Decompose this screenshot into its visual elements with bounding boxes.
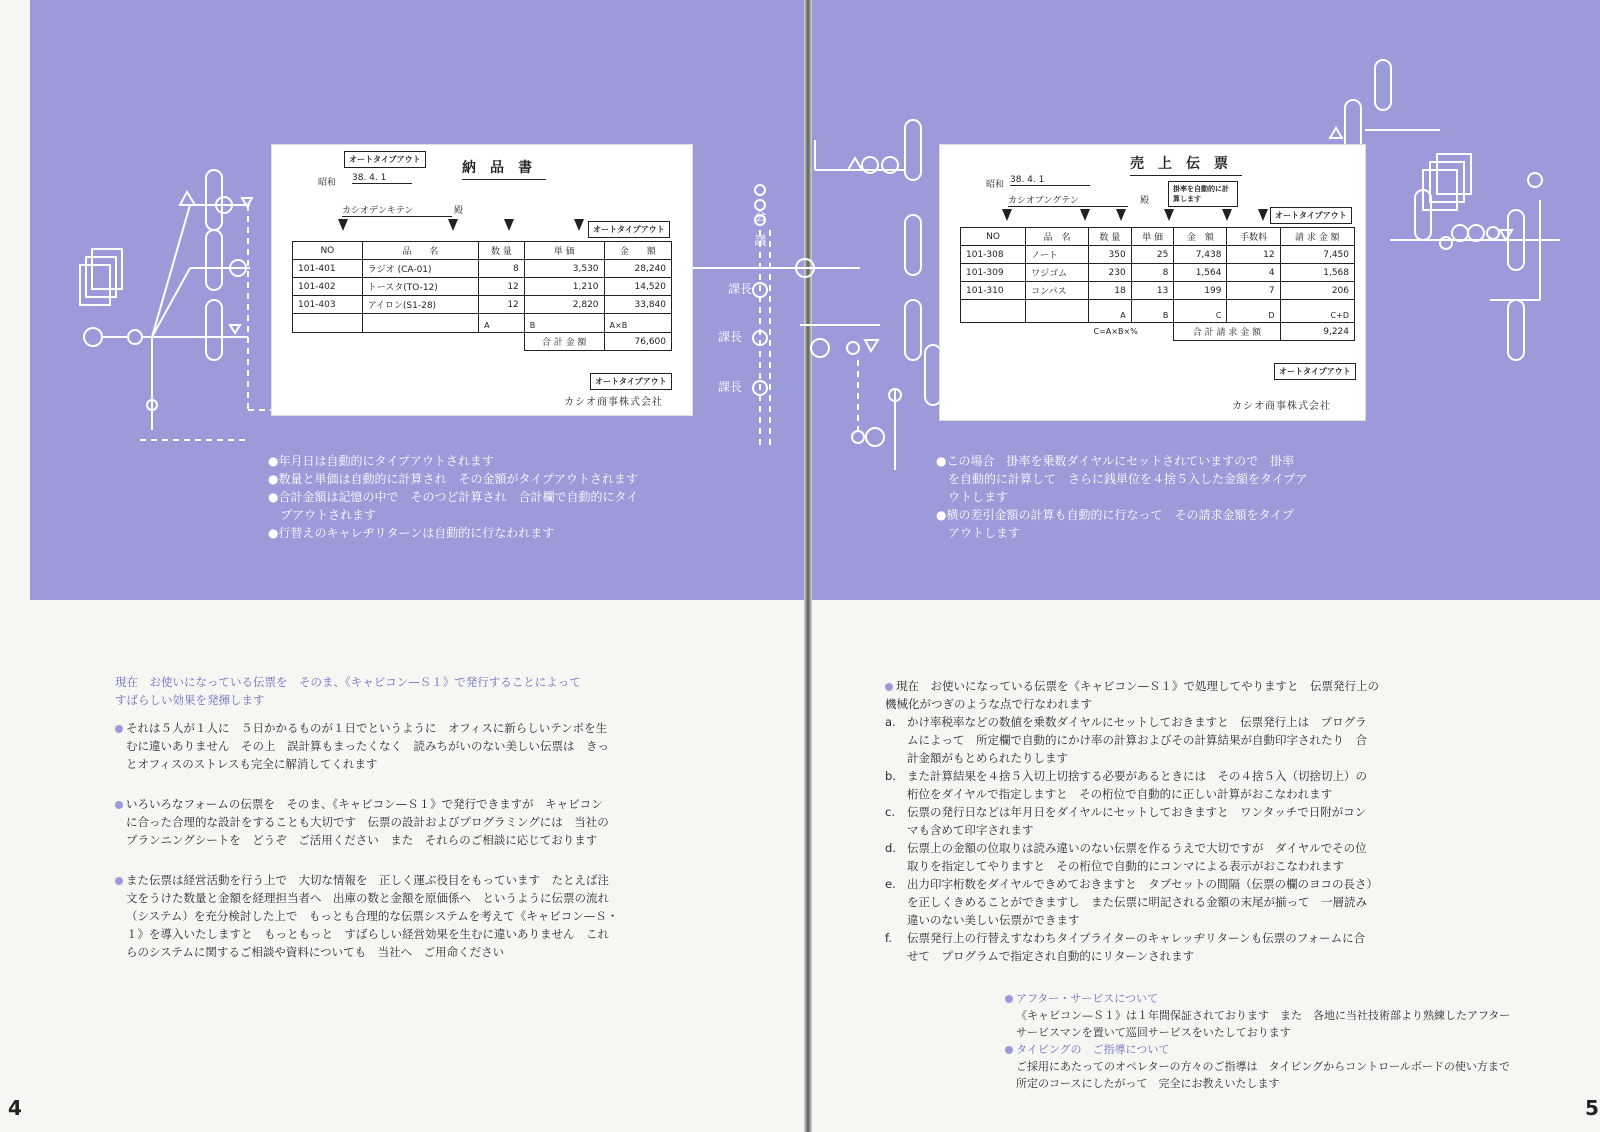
customer-suffix: 殿 xyxy=(454,206,464,216)
col-header: 数 量 xyxy=(479,242,525,260)
company-name: カシオ商事株式会社 xyxy=(1232,401,1331,412)
cell: 28,240 xyxy=(604,260,671,278)
item-line: せて プログラムで指定され自動的にリターンされます xyxy=(907,949,1195,963)
note-line: ウトします xyxy=(936,490,1009,504)
para-line: １》を導入いたしますと もっともっと すばらしい経営効果を生むに違いありません これ xyxy=(126,927,609,941)
delivery-slip-title: 納品書 xyxy=(462,157,546,180)
autotype-tag: オートタイプアウト xyxy=(344,151,426,168)
col-letter: D xyxy=(1227,300,1280,323)
cell: 18 xyxy=(1089,282,1132,300)
customer-name: カシオデンキテン xyxy=(342,203,452,217)
service-section xyxy=(1005,990,1575,1092)
date-prefix: 昭和 xyxy=(318,178,337,188)
tab-marker-icon xyxy=(448,219,458,231)
para-line: に合った合理的な設計をすることも大切です 伝票の設計およびプログラミングには 当社の xyxy=(126,815,609,829)
left-feature-notes xyxy=(268,452,638,542)
item-line: 違いのない美しい伝票ができます xyxy=(907,913,1080,927)
cell: コンパス xyxy=(1026,282,1089,300)
note-line: プアウトされます xyxy=(268,508,377,522)
para-line: また伝票は経営活動を行う上で 大切な情報を 正しく運ぶ役目をもっています たとえば注 xyxy=(126,873,609,887)
col-letter: A xyxy=(1089,300,1132,323)
delivery-table xyxy=(292,241,672,351)
pf-node-icon xyxy=(84,328,102,346)
tab-marker-icon xyxy=(1116,209,1126,221)
bullet-icon xyxy=(1005,995,1013,1003)
note-line: ●行替えのキャレヂリターンは自動的に行なわれます xyxy=(268,526,555,540)
tab-marker-icon xyxy=(338,219,348,231)
cell: ラジオ (CA-01) xyxy=(362,260,478,278)
tab-marker-icon xyxy=(574,219,584,231)
item-line: 取りを指定してやりますと その桁位で自動的にコンマによる表示がおこなわれます xyxy=(907,859,1344,873)
col-header: 請 求 金 額 xyxy=(1280,228,1354,246)
meeting-label: 会 議 xyxy=(753,210,767,250)
cell: 4 xyxy=(1227,264,1280,282)
cell: ノート xyxy=(1026,246,1089,264)
item-letter: f. xyxy=(885,931,892,945)
cell: 13 xyxy=(1131,282,1174,300)
tab-marker-icon xyxy=(1080,209,1090,221)
item-letter: b. xyxy=(885,769,896,783)
left-body-text xyxy=(115,673,695,961)
note-line: ●年月日は自動的にタイプアウトされます xyxy=(268,454,494,468)
total-label: 合 計 請 求 金 額 xyxy=(1174,323,1280,341)
page-number-left: 4 xyxy=(8,1096,22,1120)
cell: 12 xyxy=(479,278,525,296)
autotype-tag: オートタイプアウト xyxy=(1270,207,1352,224)
cell: 350 xyxy=(1089,246,1132,264)
autotype-tag-2: オートタイプアウト xyxy=(588,221,670,238)
col-letter: B xyxy=(1131,300,1174,323)
cell: 199 xyxy=(1174,282,1227,300)
date-prefix: 昭和 xyxy=(986,180,1005,190)
para-line: それは５人が１人に ５日かかるものが１日でというように オフィスに新らしいテンポを生 xyxy=(126,721,608,735)
cell: 101-401 xyxy=(293,260,363,278)
tab-marker-icon xyxy=(1002,209,1012,221)
cell: 101-402 xyxy=(293,278,363,296)
typing-guidance-line: ご採用にあたってのオペレターの方々のご指導は タイピングからコントロールボードの使い方まで xyxy=(1016,1060,1510,1073)
cell: 14,520 xyxy=(604,278,671,296)
cell: 101-309 xyxy=(961,264,1026,282)
cell: トースタ(TO-12) xyxy=(362,278,478,296)
section-chief-label-3: 課長 xyxy=(718,380,743,394)
item-line: 伝票発行上の行替えすなわちタイプライターのキャレッヂリターンも伝票のフォームに合 xyxy=(907,931,1366,945)
cell: 101-308 xyxy=(961,246,1026,264)
cell: 1,568 xyxy=(1280,264,1354,282)
cell: 1,210 xyxy=(524,278,604,296)
lead-line: すばらしい効果を発揮します xyxy=(115,693,265,707)
note-line: アウトします xyxy=(936,526,1021,540)
table-row xyxy=(293,296,672,314)
tab-marker-icon xyxy=(1222,209,1232,221)
bullet-icon xyxy=(885,683,893,691)
sales-slip-title: 売上伝票 xyxy=(1130,153,1242,176)
typing-guidance-title: タイピングの ご指導について xyxy=(1016,1043,1170,1056)
cell: 7 xyxy=(1227,282,1280,300)
col-header: 単 価 xyxy=(1131,228,1174,246)
item-line: また計算結果を４捨５入切上切捨する必要があるときには その４捨５入（切捨切上）の xyxy=(907,769,1367,783)
total-label: 合 計 金 額 xyxy=(524,333,604,351)
cell: 101-403 xyxy=(293,296,363,314)
right-body-text xyxy=(885,677,1485,965)
total-amount: 9,224 xyxy=(1280,323,1354,341)
after-service-line: サービスマンを置いて巡回サービスをいたしております xyxy=(1016,1026,1291,1039)
item-line: 伝票の発行日などは年月日をダイヤルにセットしておきますと ワンタッチで日附がコン xyxy=(907,805,1367,819)
table-row xyxy=(961,264,1355,282)
item-line: かけ率税率などの数値を乗数ダイヤルにセットしておきますと 伝票発行上は プログラ xyxy=(907,715,1367,729)
cell: 101-310 xyxy=(961,282,1026,300)
para-line: らのシステムに関するご相談や資料についても 当社へ ご用命ください xyxy=(126,945,505,959)
cell: 12 xyxy=(479,296,525,314)
item-line: マも含めて印字されます xyxy=(907,823,1034,837)
item-line: を正しくきめることができますし また伝票に明記される金額の末尾が揃って 一層読み xyxy=(907,895,1367,909)
company-name: カシオ商事株式会社 xyxy=(564,397,663,408)
col-header: 金 額 xyxy=(1174,228,1227,246)
cell: 1,564 xyxy=(1174,264,1227,282)
bullet-icon xyxy=(115,877,123,885)
cell: 3,530 xyxy=(524,260,604,278)
item-line: 出力印字桁数をダイヤルできめておきますと タブセットの間隔（伝票の欄のヨコの長さ） xyxy=(907,877,1379,891)
autotype-tag-2: オートタイプアウト xyxy=(1274,363,1356,380)
col-letter: A×B xyxy=(604,314,671,333)
slip-date: 38. 4. 1 xyxy=(1010,175,1090,186)
note-line: ●横の差引金額の計算も自動的に行なって その請求金額をタイプ xyxy=(936,508,1294,522)
para-line: プランニングシートを どうぞ ご活用ください また それらのご相談に応じております xyxy=(126,833,598,847)
note-line: ●この場合 掛率を乗数ダイヤルにセットされていますので 掛率 xyxy=(936,454,1295,468)
item-letter: a. xyxy=(885,715,896,729)
col-header: NO xyxy=(961,228,1026,246)
lead-line: 現在 お使いになっている伝票を そのま、《キャビコン—Ｓ１》で発行することによって xyxy=(115,675,581,689)
typing-guidance-line: 所定のコースにしたがって 完全にお教えいたします xyxy=(1016,1077,1280,1090)
cell: 8 xyxy=(479,260,525,278)
col-header: NO xyxy=(293,242,363,260)
slip-date: 38. 4. 1 xyxy=(352,173,412,184)
bullet-icon xyxy=(115,801,123,809)
cell: 7,450 xyxy=(1280,246,1354,264)
lead-line: 機械化がつぎのような点で行なわれます xyxy=(885,697,1092,711)
sales-table xyxy=(960,227,1355,341)
cell: 230 xyxy=(1089,264,1132,282)
para-line: とオフィスのストレスも完全に解消してくれます xyxy=(126,757,378,771)
bullet-icon xyxy=(115,725,123,733)
item-letter: e. xyxy=(885,877,896,891)
tab-marker-icon xyxy=(504,219,514,231)
note-line: ●数量と単価は自動的に計算され その金額がタイプアウトされます xyxy=(268,472,638,486)
col-letter: B xyxy=(524,314,604,333)
sales-slip-form xyxy=(940,145,1365,420)
tab-marker-icon xyxy=(1258,209,1268,221)
auto-calc-tag: 掛率を自動的に計算します xyxy=(1168,181,1238,207)
cell: アイロン(S1-28) xyxy=(362,296,478,314)
item-letter: d. xyxy=(885,841,896,855)
delivery-slip-form xyxy=(272,145,692,415)
col-letter: C+D xyxy=(1280,300,1354,323)
total-amount: 76,600 xyxy=(604,333,671,351)
page-number-right: 5 xyxy=(1585,1096,1599,1120)
item-line: 桁位をダイヤルで指定しますと その桁位で自動的に正しい計算がおこなわれます xyxy=(907,787,1333,801)
col-header: 品 名 xyxy=(1026,228,1089,246)
para-line: むに違いありません その上 誤計算もまったくなく 読みちがいのない美しい伝票は きっ xyxy=(126,739,609,753)
cell: 2,820 xyxy=(524,296,604,314)
item-line: 計金額がもとめられたりします xyxy=(907,751,1068,765)
cell: 8 xyxy=(1131,264,1174,282)
cell: 25 xyxy=(1131,246,1174,264)
table-row xyxy=(293,278,672,296)
after-service-line: 《キャビコン—Ｓ１》は１年間保証されております また 各地に当社技術部より熟練したアフター xyxy=(1016,1009,1511,1022)
para-line: いろいろなフォームの伝票を そのま、《キャビコン—Ｓ１》で発行できますが キャビコン xyxy=(126,797,603,811)
after-service-title: アフター・サービスについて xyxy=(1016,992,1159,1005)
para-line: （システム）を充分検討した上で もっとも合理的な伝票システムを考えて《キャビコン—Ｓ・ xyxy=(126,909,619,923)
table-row xyxy=(961,246,1355,264)
lead-line: 現在 お使いになっている伝票を《キャビコン—Ｓ１》で処理してやりますと 伝票発行上の xyxy=(896,679,1379,693)
document-stack-icon xyxy=(80,265,110,305)
cell: 12 xyxy=(1227,246,1280,264)
col-letter: A xyxy=(479,314,525,333)
note-line: を自動的に計算して さらに銭単位を４捨５入した金額をタイプア xyxy=(936,472,1308,486)
cell: 33,840 xyxy=(604,296,671,314)
note-line: ●合計金額は記憶の中で そのつど計算され 合計欄で自動的にタイ xyxy=(268,490,639,504)
cell: 7,438 xyxy=(1174,246,1227,264)
col-header: 品 名 xyxy=(362,242,478,260)
item-line: ムによって 所定欄で自動的にかけ率の計算およびその計算結果が自動印字されたり 合 xyxy=(907,733,1367,747)
col-header: 単 価 xyxy=(524,242,604,260)
table-row xyxy=(961,282,1355,300)
col-letter: C xyxy=(1174,300,1227,323)
col-header: 金 額 xyxy=(604,242,671,260)
col-header: 数 量 xyxy=(1089,228,1132,246)
item-letter: c. xyxy=(885,805,895,819)
para-line: 文をうけた数量と金額を経理担当者へ 出庫の数と金額を原価係へ というように伝票の流れ xyxy=(126,891,609,905)
section-chief-label-2: 課長 xyxy=(718,330,743,344)
section-chief-label-1: 課長 xyxy=(728,282,753,296)
cell: ワジゴム xyxy=(1026,264,1089,282)
formula-label: C=A×B×% xyxy=(1093,327,1138,337)
table-row xyxy=(293,260,672,278)
customer-name: カシオブングテン xyxy=(1008,193,1128,207)
autotype-tag-3: オートタイプアウト xyxy=(590,373,672,390)
customer-suffix: 殿 xyxy=(1140,196,1150,206)
item-line: 伝票上の金額の位取りは読み違いのない伝票を作るうえで大切ですが ダイヤルでその位 xyxy=(907,841,1367,855)
right-feature-notes xyxy=(936,452,1307,542)
tab-marker-icon xyxy=(1164,209,1174,221)
cell: 206 xyxy=(1280,282,1354,300)
col-header: 手数料 xyxy=(1227,228,1280,246)
bullet-icon xyxy=(1005,1046,1013,1054)
